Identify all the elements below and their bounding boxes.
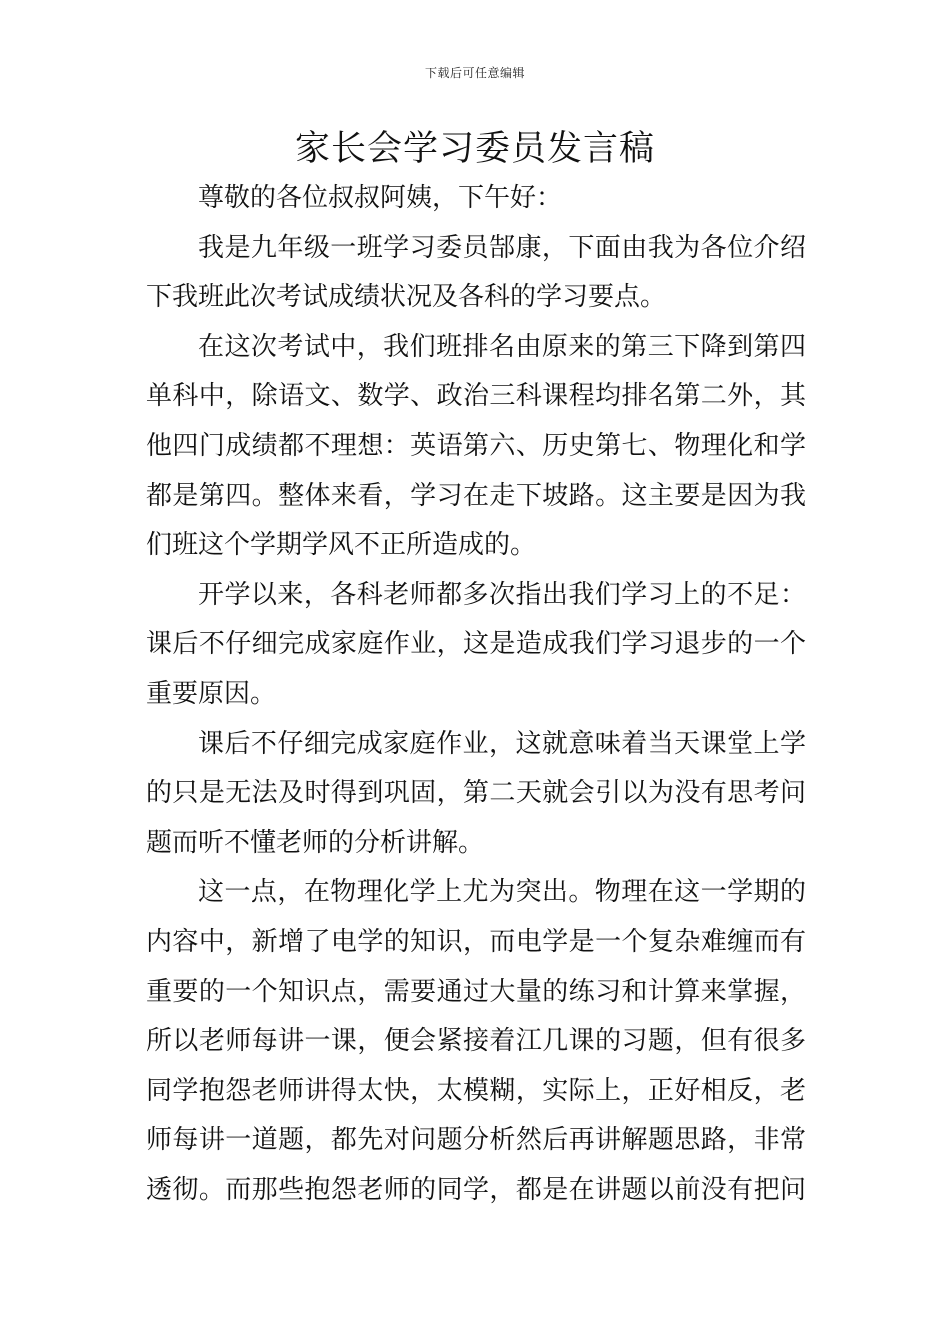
- page-title: 家长会学习委员发言稿: [294, 129, 655, 169]
- paragraph-intro: [146, 224, 806, 323]
- text-line: 重要原因。: [146, 678, 277, 709]
- text-line: 内容中，新增了电学的知识，而电学是一个复杂难缠而有: [146, 926, 806, 957]
- document-body: [146, 174, 806, 1215]
- text-line: 在这次考试中，我们班排名由原来的第三下降到第四: [198, 331, 806, 362]
- text-line: 课后不仔细完成家庭作业，这就意味着当天课堂上学: [198, 728, 806, 759]
- text-line: 都是第四。整体来看，学习在走下坡路。这主要是因为我: [146, 480, 806, 511]
- text-line: 我是九年级一班学习委员郜康，下面由我为各位介绍: [198, 232, 806, 263]
- text-line: 的只是无法及时得到巩固，第二天就会引以为没有思考问: [146, 778, 806, 809]
- text-line: 们班这个学期学风不正所造成的。: [146, 530, 537, 561]
- text-line: 师每讲一道题，都先对问题分析然后再讲解题思路，非常: [146, 1125, 806, 1156]
- text-line: 开学以来，各科老师都多次指出我们学习上的不足：: [198, 579, 806, 610]
- text-line: 下我班此次考试成绩状况及各科的学习要点。: [146, 282, 667, 313]
- text-line: 单科中，除语文、数学、政治三科课程均排名第二外，其: [146, 381, 806, 412]
- text-line: 透彻。而那些抱怨老师的同学，都是在讲题以前没有把问: [146, 1174, 806, 1205]
- text-line: 他四门成绩都不理想：英语第六、历史第七、物理化和学: [146, 430, 806, 461]
- paragraph-results: [146, 323, 806, 571]
- text-line: 尊敬的各位叔叔阿姨，下午好：: [198, 183, 563, 213]
- text-line: 所以老师每讲一课，便会紧接着江几课的习题，但有很多: [146, 1026, 806, 1057]
- text-line: 课后不仔细完成家庭作业，这是造成我们学习退步的一个: [146, 629, 806, 660]
- text-line: 重要的一个知识点，需要通过大量的练习和计算来掌握，: [146, 976, 806, 1007]
- header-note: 下载后可任意编辑: [424, 66, 525, 80]
- paragraph-physics: [146, 868, 806, 1215]
- paragraph-shortcomings: [146, 571, 806, 720]
- text-line: 同学抱怨老师讲得太快，太模糊，实际上，正好相反，老: [146, 1075, 806, 1106]
- text-line: 这一点，在物理化学上尤为突出。物理在这一学期的: [198, 877, 806, 908]
- paragraph-homework: [146, 720, 806, 869]
- text-line: 题而听不懂老师的分析讲解。: [146, 827, 485, 858]
- paragraph-greeting: [146, 174, 806, 224]
